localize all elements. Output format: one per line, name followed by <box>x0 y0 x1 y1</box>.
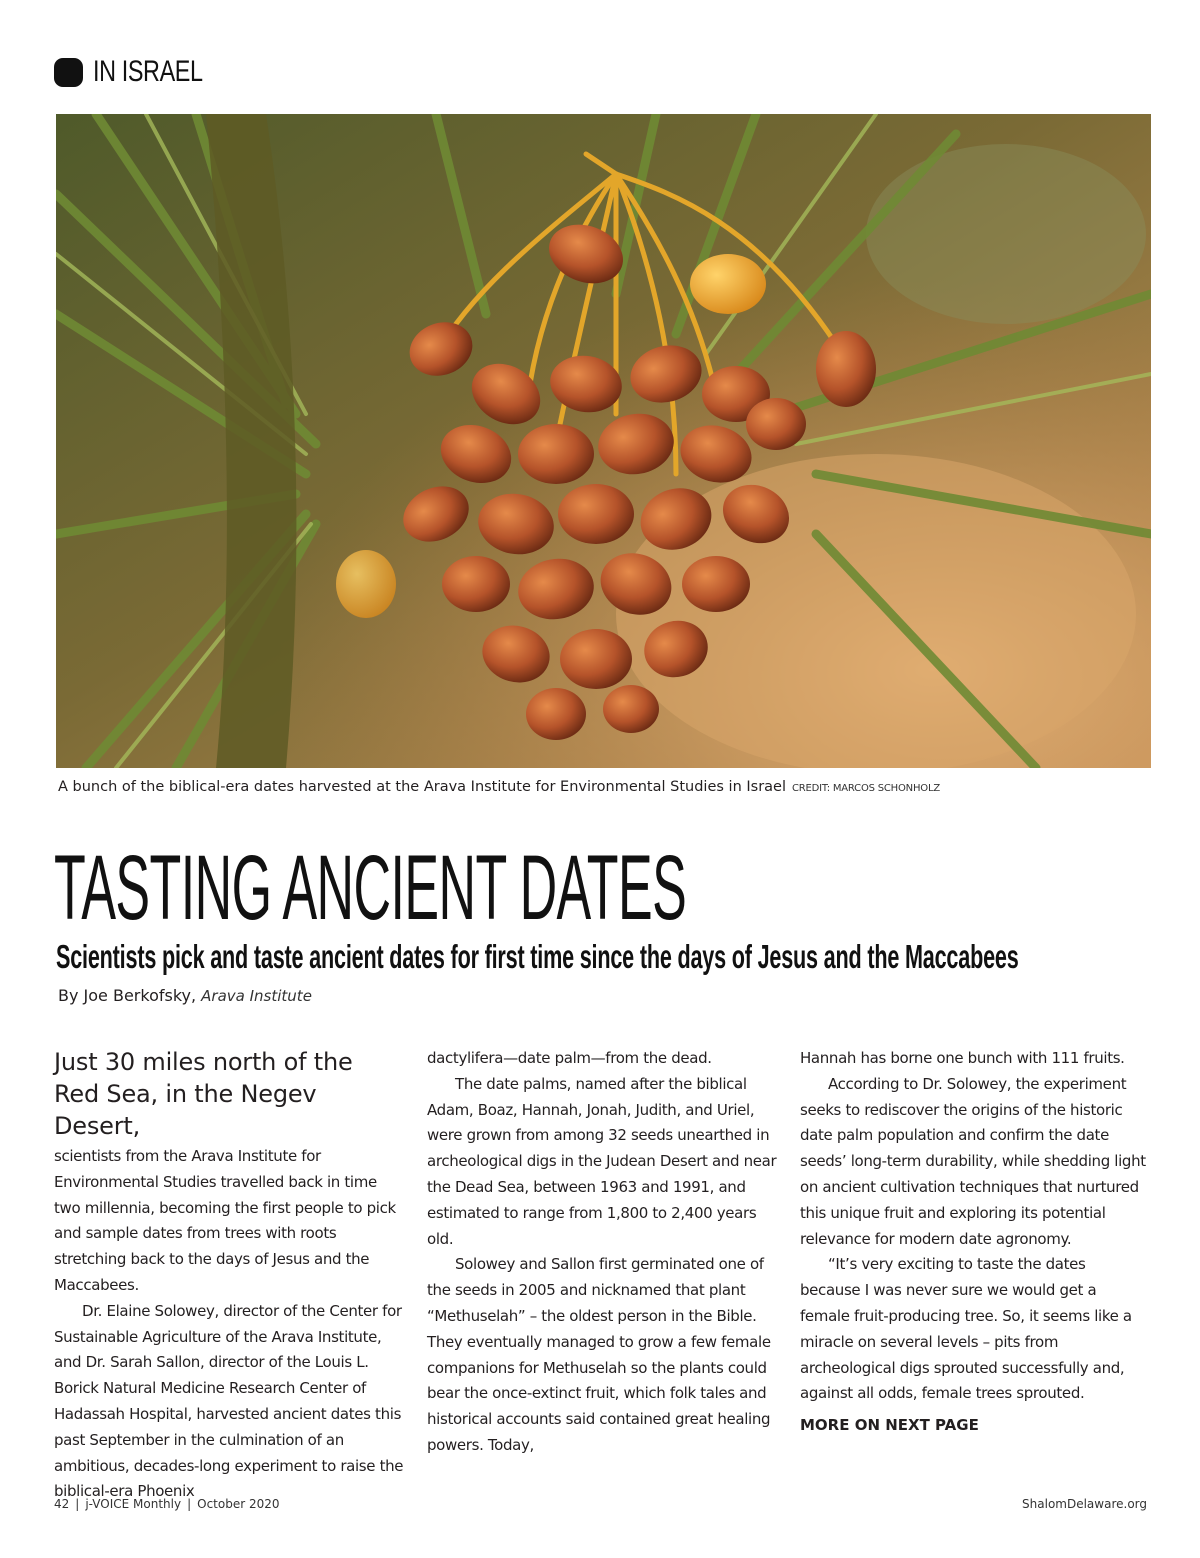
article-headline: TASTING ANCIENT DATES <box>54 837 687 939</box>
article-photo <box>56 114 1151 768</box>
paragraph-1: scientists from the Arava Institute for Environmental Studies travelled back in time two millennia, becoming the first people to pick and sample dates from trees with roots stretching back to the days of Jesus and the Maccabees. <box>54 1147 396 1294</box>
photo-credit: CREDIT: MARCOS SCHONHOLZ <box>792 783 940 794</box>
column-3 <box>800 1046 1150 1439</box>
article-subhead: Scientists pick and taste ancient dates for first time since the days of Jesus and the Maccabees <box>56 938 1019 975</box>
date-bunch-photo <box>56 114 1151 768</box>
column-2 <box>427 1046 777 1459</box>
column-1 <box>54 1046 404 1505</box>
byline-affiliation: Arava Institute <box>201 987 312 1005</box>
lede: Just 30 miles north of the Red Sea, in the Negev Desert, <box>54 1048 353 1140</box>
caption-text: A bunch of the biblical-era dates harvested at the Arava Institute for Environmental Studies in Israel <box>58 779 786 795</box>
byline-author: By Joe Berkofsky, <box>58 986 197 1005</box>
byline <box>58 986 312 1005</box>
section-bullet-icon <box>54 58 83 87</box>
paragraph-4-continued: Hannah has borne one bunch with 111 fruits. <box>800 1049 1125 1067</box>
section-label: IN ISRAEL <box>93 55 203 88</box>
page-number: 42 <box>54 1497 70 1511</box>
photo-caption <box>58 779 940 795</box>
issue-date: October 2020 <box>197 1497 280 1511</box>
website-link[interactable]: ShalomDelaware.org <box>1022 1497 1147 1511</box>
paragraph-2: Dr. Elaine Solowey, director of the Center for Sustainable Agriculture of the Arava Institute, and Dr. Sarah Sallon, director of the Louis L. Borick Natural Medicine Research Center of Hadassah Hospital, harvested ancient dates this past September in the culmination of an ambitious, decades-long experiment to raise the biblical-era Phoenix <box>54 1301 404 1501</box>
publication-name: j-VOICE Monthly <box>85 1497 182 1511</box>
continued-link[interactable]: MORE ON NEXT PAGE <box>800 1416 979 1435</box>
paragraph-6: “It’s very exciting to taste the dates because I was never sure we would get a female fruit-producing tree. So, it seems like a miracle on several levels – pits from archeological digs sprouted successfully and, against all odds, female trees sprouted. <box>800 1255 1132 1403</box>
paragraph-5: According to Dr. Solowey, the experiment seeks to rediscover the origins of the historic date palm population and confirm the date seeds’ long-term durability, while shedding light on ancient cultivation techniques that nurtured this unique fruit and exploring its potential relevance for modern date agronomy. <box>800 1074 1146 1248</box>
paragraph-4: Solowey and Sallon first germinated one of the seeds in 2005 and nicknamed that plant “Methuselah” – the oldest person in the Bible. They eventually managed to grow a few female companions for Methuselah so the plants could bear the once-extinct fruit, which folk tales and historical accounts said contained great healing powers. Today, <box>427 1255 771 1454</box>
section-tag <box>54 54 234 90</box>
paragraph-3: The date palms, named after the biblical Adam, Boaz, Hannah, Jonah, Judith, and Uriel, were grown from among 32 seeds unearthed in archeological digs in the Judean Desert and near the Dead Sea, between 1963 and 1991, and estimated to range from 1,800 to 2,400 years old. <box>427 1074 777 1248</box>
page-folio: 42 | j-VOICE Monthly | October 2020 <box>54 1497 280 1511</box>
paragraph-2-continued: dactylifera—date palm—from the dead. <box>427 1049 712 1067</box>
